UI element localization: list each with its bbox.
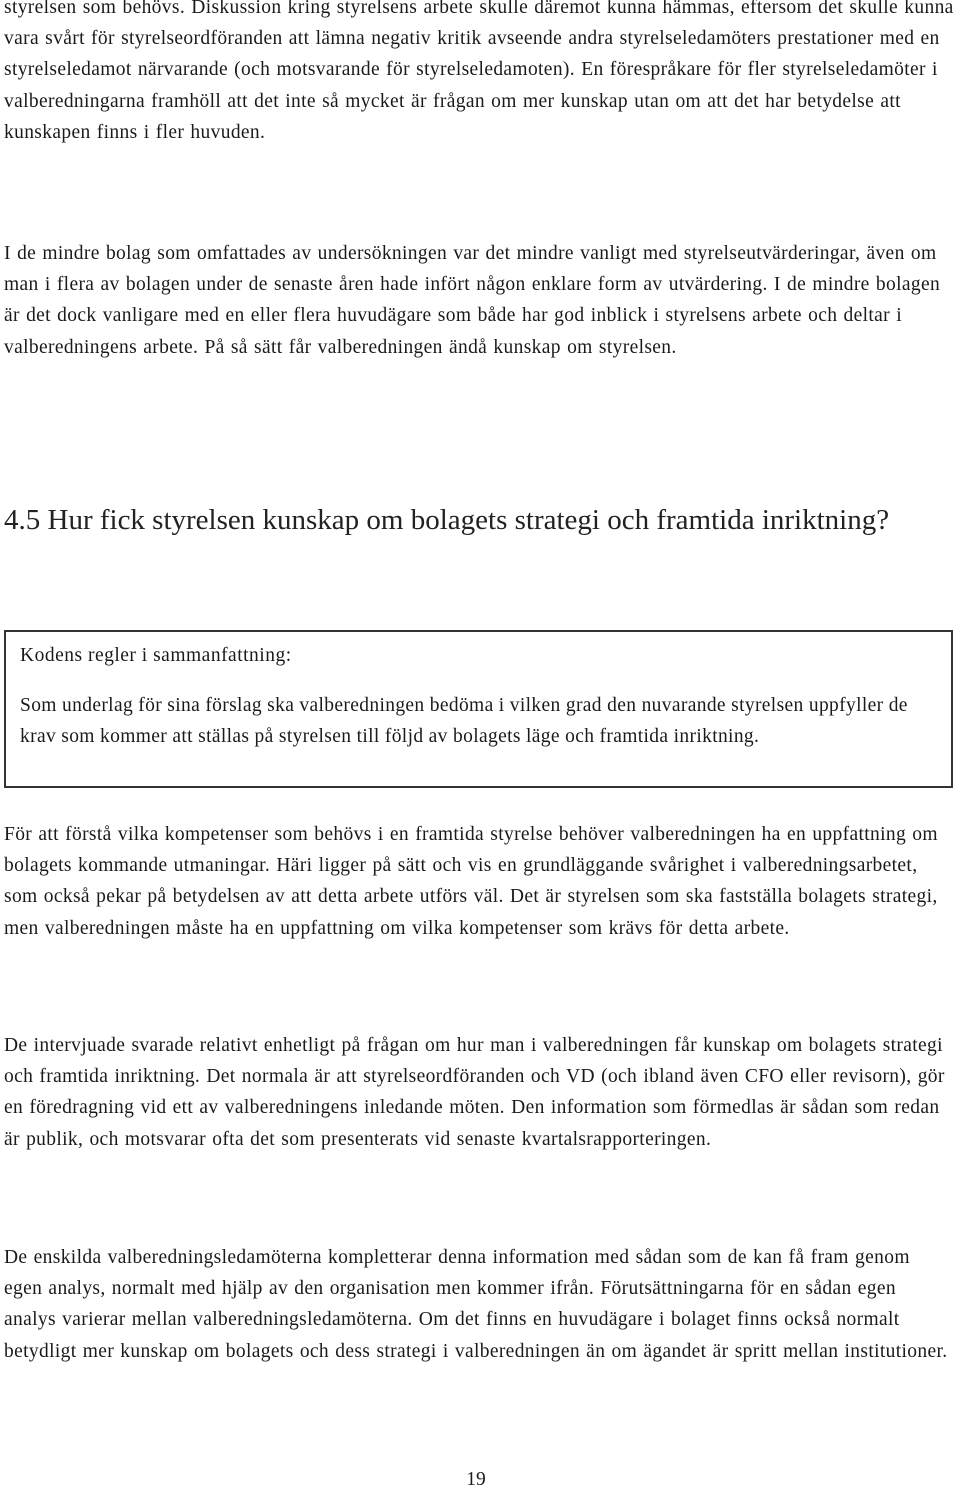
code-rules-title: Kodens regler i sammanfattning: <box>20 645 292 666</box>
body-paragraph: I de mindre bolag som omfattades av undersökningen var det mindre vanligt med styrelseutvärderingar, även om man i flera av bolagen under de senaste åren hade infört någon enklare form av utvärdering. I de mindre bolagen är det dock vanligare med en eller flera huvudägare som både har god inblick i styrelsens arbete och deltar i valberedningens arbete. På så sätt får valberedningen ändå kunskap om styrelsen. <box>4 243 941 358</box>
section-heading: 4.5 Hur fick styrelsen kunskap om bolagets strategi och framtida inriktning? <box>4 504 890 536</box>
page-number: 19 <box>466 1469 486 1490</box>
body-paragraph: De intervjuade svarade relativt enhetligt på frågan om hur man i valberedningen får kunskap om bolagets strategi och framtida inriktning. Det normala är att styrelseordföranden och VD (och ibland även CFO eller revisorn), gör en föredragning vid ett av valberedningens inledande möten. Den information som förmedlas är sådan som redan är publik, och motsvarar ofta det som presenterats vid senaste kvartalsrapporteringen. <box>4 1035 945 1150</box>
body-paragraph: För att förstå vilka kompetenser som behövs i en framtida styrelse behöver valberedningen ha en uppfattning om bolagets kommande utmaningar. Häri ligger på sätt och vis en grundläggande svårighet i valberedningsarbetet, som också pekar på betydelsen av att detta arbete utförs väl. Det är styrelsen som ska fastställa bolagets strategi, men valberedningen måste ha en uppfattning om vilka kompetenser som krävs för detta arbete. <box>4 824 938 939</box>
body-paragraph: styrelsen som behövs. Diskussion kring styrelsens arbete skulle däremot kunna hämmas, eftersom det skulle kunna vara svårt för styrelseordföranden att lämna negativ kritik avseende andra styrelseledamöters prestationer med en styrelseledamot närvarande (och motsvarande för styrelseledamoten). En förespråkare för fler styrelseledamöter i valberedningarna framhöll att det inte så mycket är frågan om mer kunskap utan om att det har betydelse att kunskapen finns i fler huvuden. <box>4 0 954 143</box>
body-paragraph: De enskilda valberedningsledamöterna kompletterar denna information med sådan som de kan få fram genom egen analys, normalt med hjälp av den organisation men kommer ifrån. Förutsättningarna för en sådan egen analys varierar mellan valberedningsledamöterna. Om det finns en huvudägare i bolaget finns också normalt betydligt mer kunskap om bolagets och dess strategi i valberedningen än om ägandet är spritt mellan institutioner. <box>4 1247 948 1362</box>
code-rules-box <box>4 630 953 788</box>
code-rules-text: Som underlag för sina förslag ska valberedningen bedöma i vilken grad den nuvarande styrelsen uppfyller de krav som kommer att ställas på styrelsen till följd av bolagets läge och framtida inriktning. <box>20 695 908 748</box>
